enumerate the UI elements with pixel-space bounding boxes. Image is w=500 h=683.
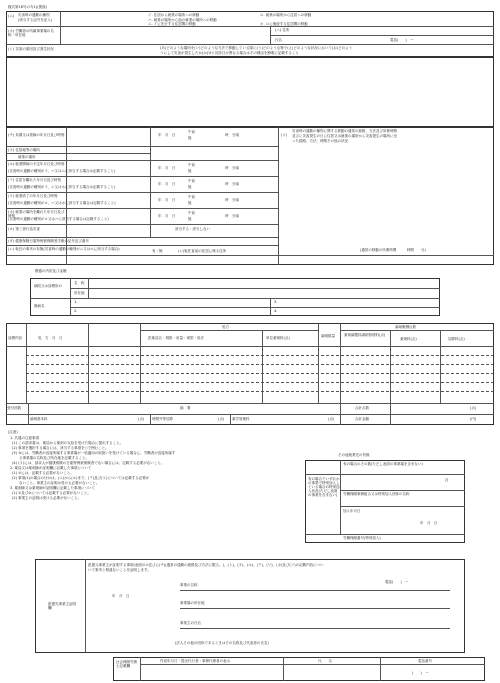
total-points-unit: (点) [470, 406, 477, 410]
note-2: (2) 事項を選択する場合には、該当する事項を○で囲むこと。 [12, 446, 109, 450]
work-end-date[interactable]: 年 月 日 [158, 198, 176, 202]
address-label: (ヘ) 住所 [275, 28, 290, 32]
note-4: る事業場の名称及び所在地を記載すること。 [12, 456, 89, 460]
treatment-col-header: 診療内容 [8, 336, 22, 340]
work-start-time[interactable]: 時 分頃 [225, 166, 239, 170]
employer-owner-label: 事業主の氏名 [180, 621, 201, 625]
other-workplace-box [305, 460, 465, 543]
left-work-date[interactable]: 年 月 日 [158, 214, 176, 218]
certification-text-2: いて事実と相違ないことを証明します。 [88, 568, 151, 572]
transfer-note: (レ)転任直前の住居に係る住所 [178, 249, 227, 253]
injury-pm[interactable]: 後 [188, 136, 192, 140]
cause-label: (ト) 災害の原因及び発生状況 [8, 47, 54, 51]
total-points-label: 合計点数 [355, 406, 369, 410]
injury-datetime-label: (チ) 負傷又は発病の年月日及び時刻 [8, 133, 65, 137]
left-work-label: (カ) 就業の場所を離れた年月日及び時刻 [8, 210, 65, 219]
left-home-time[interactable]: 時 分頃 [225, 182, 239, 186]
left-home-note: (災害時の通勤の種別がイ、ニ又はホに該当する場合は記載すること) [8, 185, 116, 189]
date-col-header: 処 方 月 日 [38, 336, 63, 340]
pharm-mgmt-unit: (点) [328, 417, 335, 421]
route-label-num: (リ) [281, 133, 288, 137]
route-label-3: った経路、方法、時間その他の状況 [292, 139, 348, 143]
form-title: 様式第16号の7(1)(裏面) [8, 5, 47, 9]
hospital-name-label: 名 称 [74, 281, 85, 285]
notes-title: (注意) [8, 430, 18, 434]
commute-type-ho[interactable]: ホ. ロに後続する住居間の移動 [260, 22, 308, 26]
left-work-time[interactable]: 時 分頃 [225, 214, 239, 218]
commute-type-i[interactable]: イ. 住居から就業の場所への移動 [148, 13, 200, 17]
fee-header: 調剤報酬点数 [395, 325, 416, 329]
fee-col-1: 薬剤調製料調剤管理料(点) [344, 333, 386, 337]
work-start-am[interactable]: 午前 [188, 163, 195, 167]
work-end-pm[interactable]: 後 [188, 201, 192, 205]
injury-time[interactable]: 時 分頃 [225, 133, 239, 137]
work-place-label: 就業の場所 [18, 155, 36, 159]
work-start-label: (ル) 就業開始の予定年月日及び時刻 [8, 162, 65, 166]
other-workplace-count-label: 有の場合のその数(ただし表面の事業場を含まない) [343, 462, 423, 466]
cause-note-2: うにして災害が発生したか(か)③と初診日が異なる場合はその理由を簡明に記載すること [160, 51, 299, 55]
work-start-pm[interactable]: 後 [188, 169, 192, 173]
overtime-unit: (点) [218, 417, 225, 421]
commute-type-number: (ニ) [8, 14, 15, 18]
commute-type-sub: (該当する記号を記入) [18, 18, 53, 22]
third-party-value[interactable]: 該当する・該当しない [175, 227, 210, 231]
note-10: 3. 薬剤師又は薬剤師が証明欄に記載した事項について [10, 486, 95, 490]
certification-date[interactable]: 年 月 日 [112, 594, 130, 598]
sick-name-label: 傷病名 [34, 304, 45, 308]
footer-col-2: 氏 名 [318, 659, 332, 663]
note-11: (1) ①及び②については記載する必要がないこと。 [12, 491, 91, 495]
commute-type-ha[interactable]: ハ. 就業の場所から他の就業の場所への移動 [148, 18, 217, 22]
note-6: 2. 薬局又は薬剤師が証明欄に記載した事項について [10, 466, 92, 470]
fee-col-3: 加算料(点) [448, 337, 465, 341]
employer-tel[interactable]: 電話( ) ー [385, 580, 409, 584]
sick-2[interactable]: 2. [74, 309, 78, 313]
note-5: (4) (リ)には、請求人が健康保険の日雇特例被保険者でない場合には、記載する必要がないこと。 [12, 461, 165, 465]
basic-fee-unit: (点) [138, 417, 145, 421]
footer-col-1: 作成年月日・提出代行者・事務代理者の表示 [160, 659, 230, 663]
join-date-label: 加入年月日 [343, 509, 361, 513]
special-join-label: 有の場合でいずれかの事業で特別加入している場合の特別加入状況(ただし表面の事業を含まない) [308, 477, 340, 498]
certification-box [35, 559, 465, 653]
sick-4[interactable]: 4. [274, 309, 278, 313]
union-name-label: 労働保険事務組合又は特別加入団体の名称 [343, 492, 410, 496]
note-0: 1. 共通の注意事項 [10, 436, 39, 440]
commute-type-label: 災害時の通勤の種別 [18, 13, 50, 17]
route-label-1: 災害時の通勤の種別に関する移動の通常の経路、方法及び所要時間 [292, 129, 397, 133]
cause-text-area[interactable] [6, 57, 494, 127]
left-home-label: (ヲ) 住居を離れた年月日及び時刻 [8, 178, 61, 182]
left-home-am[interactable]: 午前 [188, 179, 195, 183]
left-work-note: (災害時の通勤の種別がロ又はハに該当する場合は記載すること) [8, 217, 109, 221]
commute-duration: (通常の移動の所要時間 時間 分) [360, 248, 426, 252]
hospital-loc-label: 所在地 [74, 291, 85, 295]
drug-col-header: 医薬品名・規格・用量・剤型・用法 [148, 336, 204, 340]
commute-type-ro[interactable]: ロ. 就業の場所から住居への移動 [260, 13, 312, 17]
footer-col-3: 電話番号 [418, 659, 432, 663]
left-home-pm[interactable]: 後 [188, 185, 192, 189]
health-insurance-label: (タ) 健康保険日雇特例被保険者手帳の記号及び番号 [8, 239, 89, 243]
unit-col-header: 単位薬剤料(点) [266, 336, 290, 340]
representative-note: (法人その他の団体であるときはその名称及び代表者の氏名) [175, 641, 269, 645]
note-7: (1) ⑦には、記載する必要がないこと。 [12, 471, 74, 475]
join-date-value[interactable]: 年 月 日 [420, 521, 438, 525]
transfer-value[interactable]: 有・無 [152, 249, 163, 253]
note-12: (2) 事業主の証明は受ける必要がないこと。 [12, 496, 82, 500]
injury-am[interactable]: 午前 [188, 130, 195, 134]
total-amount-unit: (円) [470, 417, 477, 421]
presc-header: 処方 [222, 325, 229, 329]
basic-fee-label: 調剤基本料 [30, 417, 48, 421]
prescription-table [6, 323, 494, 425]
transfer-label: (レ) 転任の事実の有無(災害時の通勤の種別がニ又はホに該当する場合) [8, 247, 120, 251]
work-end-note: (災害時の通勤の種別がロ、ハ又はホに該当する場合は記載すること) [8, 201, 116, 205]
left-home-date[interactable]: 年 月 日 [158, 182, 176, 186]
total-amount-label: 合計金額 [355, 417, 369, 421]
hospital-box [30, 278, 440, 316]
summary-label: 摘 要 [180, 406, 191, 410]
sick-1[interactable]: 1. [74, 300, 78, 304]
residence-place-label: (ヌ) 住居地等の場所 [8, 148, 40, 152]
route-label-2: 並びに災害発生の日に住居又は就業の場所から災害発生の場所に至 [292, 134, 397, 138]
left-work-am[interactable]: 午前 [188, 211, 195, 215]
reception-count-label: 受付回数 [7, 406, 21, 410]
cause-note-1: (あ)どのような場所を(い)どのような方法で移動している際に(う)どのような物で(え)どのような状況において(お)どのよう [160, 46, 353, 50]
treatment-section-title: 療養の内訳及び金額 [35, 269, 67, 273]
note-9: ないこと。事業主の証明は受ける必要がないこと。 [12, 481, 100, 485]
note-8: (2) 事項(1)の場合のほかは、(ニ)から(ル)まで、(ヲ)及び(リ)については記載する必要が [12, 476, 150, 480]
certification-label: 派遣先事業主証明欄 [48, 602, 76, 611]
work-end-label: (ワ) 就業終了の年月日及び時刻 [8, 194, 58, 198]
tel-label: 電話( ) ー [390, 38, 414, 42]
employer-label: (ホ) 労働者の所属事業場の名称・所在地 [8, 29, 54, 38]
days-col-header: 調剤数量 [321, 334, 335, 338]
insurance-number-label: 労働保険番号(特別加入) [343, 536, 381, 540]
commute-type-ni[interactable]: ニ. イに先行する住居間の移動 [148, 22, 196, 26]
employer-address-label: 事業場の所在地 [180, 601, 205, 605]
other-workplace-title: その他就業先の有無 [338, 453, 370, 457]
work-start-note: (災害時の通勤の種別がイ、ハ又はニに該当する場合は記載すること) [8, 169, 116, 173]
left-work-pm[interactable]: 後 [188, 217, 192, 221]
hospital-label: 病院又は診療所の [34, 284, 62, 288]
pharm-mgmt-label: 薬学管理料 [232, 417, 250, 421]
work-end-time[interactable]: 時 分頃 [225, 198, 239, 202]
note-3: (3) ③には、労働者が直接所属する事業場が一括適用の取扱いを受けている場合に、労働者が直接所属す [12, 451, 176, 455]
sharoushi-label: 社会保険労務士記載欄 [116, 660, 137, 669]
fee-col-2: 薬剤料(点) [400, 337, 417, 341]
footer-tel[interactable]: ( ) ー [412, 671, 429, 675]
other-workplace-unit: 社 [445, 478, 449, 482]
employer-name-label: 事業の名称 [180, 583, 198, 587]
name-label: 氏名 [275, 38, 282, 42]
work-end-am[interactable]: 午前 [188, 195, 195, 199]
work-start-date[interactable]: 年 月 日 [158, 166, 176, 170]
overtime-label: 時間外等加算 [152, 417, 173, 421]
note-1: (1) この請求書は、薬局から薬剤の支給を受けた場合に提出すること。 [12, 441, 124, 445]
injury-date[interactable]: 年 月 日 [158, 133, 176, 137]
third-party-label: (ヨ) 第三者行為災害 [8, 227, 40, 231]
certification-text-1: 派遣元事業主が証明する事項(表面の⑦並びに(チ)(通常の通勤の経路及び方法に限る。)、(ト)、(ヌ)、(ル)、(ヲ)、(ワ)、(カ)及び(ソ)の記載内容につい [88, 563, 324, 567]
sick-3[interactable]: 3. [274, 300, 278, 304]
